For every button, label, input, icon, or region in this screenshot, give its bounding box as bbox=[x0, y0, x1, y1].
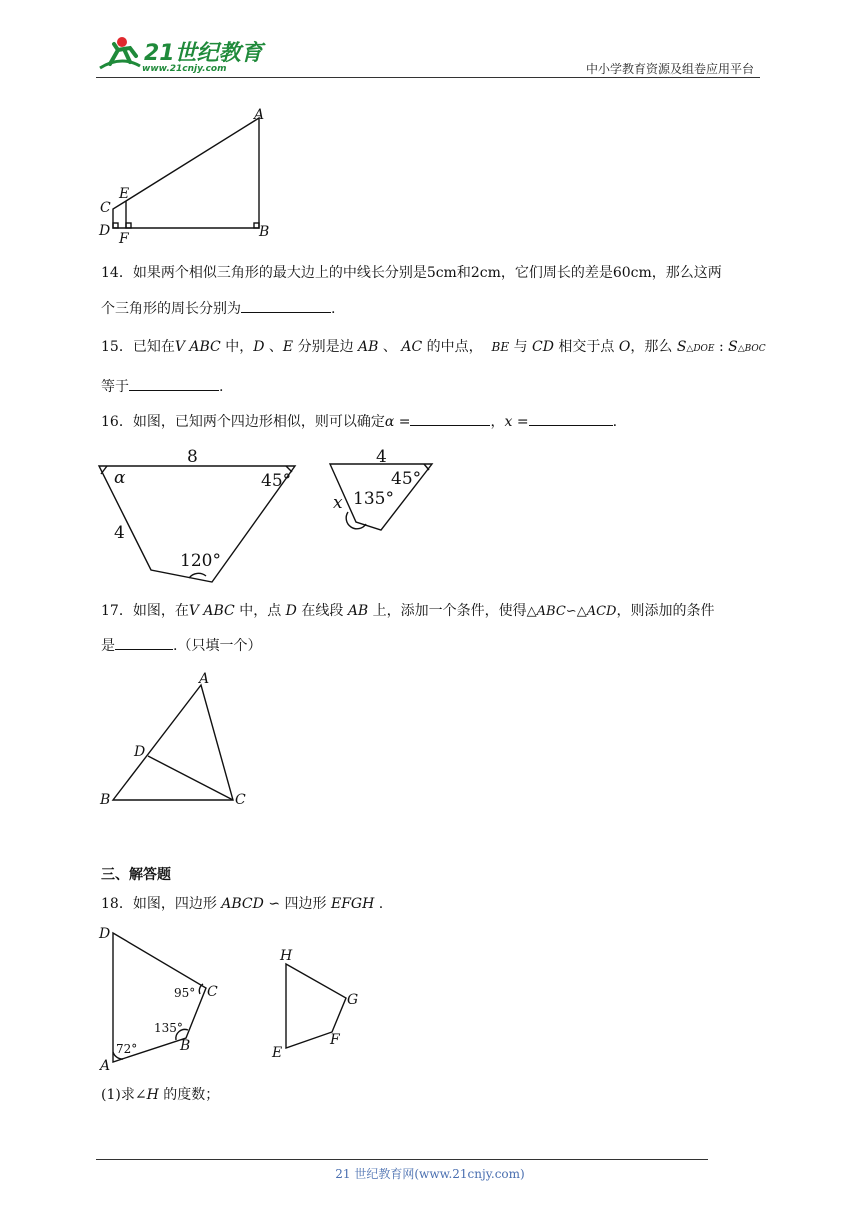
label-F: F bbox=[119, 231, 129, 244]
header-rule bbox=[96, 77, 760, 78]
q17-d: D bbox=[285, 603, 297, 619]
question-15-line2 bbox=[101, 376, 223, 397]
fig16-left-4: 4 bbox=[114, 523, 125, 543]
q15-triangle: V ABC bbox=[174, 339, 221, 355]
q17-t1: 中，点 bbox=[234, 603, 286, 619]
q15-t8: ，那么 bbox=[630, 339, 677, 355]
q14-end: . bbox=[331, 301, 336, 317]
q17-answer-blank[interactable] bbox=[115, 635, 173, 650]
fig18-angle-72: 72° bbox=[116, 1042, 138, 1056]
q15-cd: CD bbox=[532, 339, 554, 355]
fig16-right-45: 45° bbox=[391, 469, 422, 489]
q17-ab: AB bbox=[347, 603, 369, 619]
q18-sub1-prefix: (1)求 bbox=[101, 1087, 135, 1103]
q16-eq2: = bbox=[512, 414, 529, 430]
fig18-label-D: D bbox=[99, 926, 111, 942]
q15-ac: AC bbox=[401, 339, 423, 355]
fig18-label-E: E bbox=[272, 1045, 283, 1061]
q18-efgh: EFGH bbox=[330, 896, 375, 912]
q17-t4: ，则添加的条件 bbox=[616, 603, 715, 619]
question-16 bbox=[101, 411, 617, 432]
fig18-label-C: C bbox=[207, 984, 218, 1000]
q15-t7: 相交于点 bbox=[553, 339, 619, 355]
q16-eq: = bbox=[394, 414, 411, 430]
q17-t2: 在线段 bbox=[296, 603, 348, 619]
q18-sim: ∽ bbox=[263, 896, 285, 912]
fig18-label-H: H bbox=[280, 948, 293, 964]
q16-comma: ， bbox=[490, 414, 505, 430]
question-18 bbox=[101, 894, 383, 914]
q15-t1: 中， bbox=[220, 339, 254, 355]
fig16-left-alpha: α bbox=[114, 468, 126, 488]
q17-end: .（只填一个） bbox=[173, 638, 262, 654]
fig17-label-B: B bbox=[100, 792, 111, 808]
footer-rule bbox=[96, 1159, 708, 1160]
question-17-line2 bbox=[101, 635, 261, 656]
q18-abcd: ABCD bbox=[221, 896, 264, 912]
logo-text: 21世纪教育 bbox=[144, 41, 263, 66]
q15-t2: 、 bbox=[264, 339, 283, 355]
q15-d: D bbox=[253, 339, 265, 355]
q15-s2: S bbox=[728, 339, 738, 355]
label-A: A bbox=[254, 107, 265, 123]
fig16-left-120: 120° bbox=[180, 551, 221, 571]
q15-s2-sub: △BOC bbox=[737, 344, 766, 354]
q17-prefix: 17．如图，在 bbox=[101, 603, 189, 619]
q15-ab: AB bbox=[358, 339, 379, 355]
q15-s1: S bbox=[676, 339, 687, 355]
q15-colon: : bbox=[714, 339, 729, 355]
question-17-line1 bbox=[101, 601, 714, 622]
q15-e: E bbox=[282, 339, 294, 355]
q15-answer-blank[interactable] bbox=[129, 376, 219, 391]
q17-line2-text: 是 bbox=[101, 638, 115, 654]
q15-s1-sub: △DOE bbox=[686, 344, 715, 354]
q17-t3: 上，添加一个条件，使得 bbox=[368, 603, 527, 619]
q16-end: . bbox=[612, 414, 618, 430]
figure-13 bbox=[96, 104, 276, 244]
fig16-right-135: 135° bbox=[353, 489, 394, 509]
figure-16 bbox=[96, 446, 446, 588]
q15-prefix: 15．已知在 bbox=[101, 339, 175, 355]
q15-t4: 、 bbox=[378, 339, 402, 355]
section-title: 三、解答题 bbox=[101, 867, 171, 883]
logo-url: www.21cnjy.com bbox=[142, 64, 227, 74]
question-14-line2 bbox=[101, 298, 335, 319]
q18-mid: 四边形 bbox=[284, 896, 331, 912]
q15-line2-text: 等于 bbox=[101, 379, 129, 395]
fig18-label-B: B bbox=[180, 1038, 191, 1054]
q16-x-blank[interactable] bbox=[529, 411, 613, 426]
q17-triangle: V ABC bbox=[188, 603, 235, 619]
q15-t5: 的中点， bbox=[422, 339, 483, 355]
question-14-line1: 14．如果两个相似三角形的最大边上的中线长分别是5cm和2cm，它们周长的差是60cm，那么这两 bbox=[101, 265, 722, 281]
question-15-line1 bbox=[101, 337, 766, 359]
fig18-angle-135: 135° bbox=[154, 1021, 183, 1035]
q14-text: 个三角形的周长分别为 bbox=[101, 301, 241, 317]
q18-prefix: 18．如图，四边形 bbox=[101, 896, 222, 912]
label-D: D bbox=[99, 223, 111, 239]
q16-prefix: 16．如图，已知两个四边形相似，则可以确定 bbox=[101, 414, 385, 430]
q16-alpha-blank[interactable] bbox=[410, 411, 490, 426]
figure-18 bbox=[96, 922, 376, 1074]
q18-sub1-angle: ∠H bbox=[134, 1087, 159, 1103]
platform-name: 中小学教育资源及组卷应用平台 bbox=[585, 62, 754, 76]
question-18-part1 bbox=[101, 1085, 219, 1105]
label-B: B bbox=[259, 224, 270, 240]
q15-be: BE bbox=[491, 340, 510, 354]
figure-17 bbox=[96, 668, 256, 813]
fig18-label-F: F bbox=[330, 1032, 340, 1048]
fig17-label-C: C bbox=[235, 792, 246, 808]
q15-t3: 分别是边 bbox=[293, 339, 359, 355]
footer-link[interactable]: 21 世纪教育网(www.21cnjy.com) bbox=[335, 1167, 525, 1181]
q15-t6: 与 bbox=[509, 339, 533, 355]
q16-alpha: α bbox=[384, 414, 395, 430]
q18-end: . bbox=[374, 896, 384, 912]
fig17-label-D: D bbox=[134, 744, 146, 760]
fig18-angle-95: 95° bbox=[174, 986, 196, 1000]
label-C: C bbox=[100, 200, 111, 216]
q15-end: . bbox=[219, 379, 224, 395]
q15-o: O bbox=[618, 339, 631, 355]
fig18-label-A: A bbox=[100, 1058, 111, 1074]
q16-x: x bbox=[504, 414, 513, 430]
fig16-left-45: 45° bbox=[261, 471, 292, 491]
q14-answer-blank[interactable] bbox=[241, 298, 331, 313]
q17-sim: △ABC∽△ACD bbox=[526, 604, 617, 619]
q18-sub1-end: 的度数； bbox=[158, 1087, 220, 1103]
fig18-label-G: G bbox=[347, 992, 359, 1008]
fig16-right-top: 4 bbox=[376, 447, 387, 467]
label-E: E bbox=[119, 186, 130, 202]
fig16-left-top: 8 bbox=[187, 447, 198, 467]
fig16-right-x: x bbox=[333, 493, 343, 513]
fig17-label-A: A bbox=[199, 671, 210, 687]
